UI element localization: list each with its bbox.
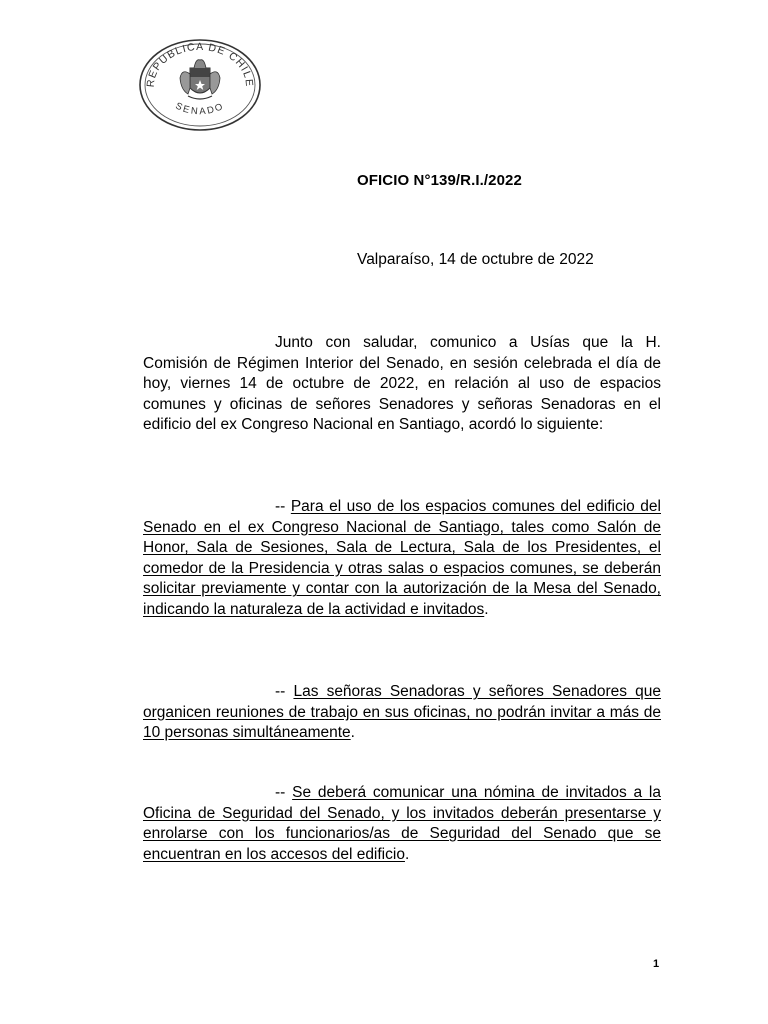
svg-text:REPUBLICA DE CHILE: REPUBLICA DE CHILE <box>144 40 256 88</box>
agreement-item-2: -- Las señoras Senadoras y señores Senadores que organicen reuniones de trabajo en sus oficinas, no podrán invitar a más de 10 personas simultáneamente. <box>143 683 661 742</box>
page-number: 1 <box>653 958 660 970</box>
coat-of-arms-icon <box>180 60 220 99</box>
agreement-item-3: -- Se deberá comunicar una nómina de invitados a la Oficina de Seguridad del Senado, y los invitados deberán presentarse y enrolarse con los funcionarios/as de Seguridad del Senado que se encuentran en los accesos del edificio. <box>143 784 661 863</box>
intro-paragraph: Junto con saludar, comunico a Usías que la H. Comisión de Régimen Interior del Senado, en sesión celebrada el día de hoy, viernes 14 de octubre de 2022, en relación al uso de espacios comunes y oficinas de señores Senadores y señoras Senadoras en el edificio del ex Congreso Nacional en Santiago, acordó lo siguiente: <box>143 334 661 434</box>
place-and-date: Valparaíso, 14 de octubre de 2022 <box>357 251 594 268</box>
agreement-item-1: -- Para el uso de los espacios comunes del edificio del Senado en el ex Congreso Nacional de Santiago, tales como Salón de Honor, Sala de Sesiones, Sala de Lectura, Sala de los Presidentes, el comedor de la Presidencia y otras salas o espacios comunes, se deberán solicitar previamente y contar con la autorización de la Mesa del Senado, indicando la naturaleza de la actividad e invitados. <box>143 498 661 618</box>
document-title: OFICIO N°139/R.I./2022 <box>357 172 522 189</box>
senate-seal-logo <box>138 38 262 132</box>
svg-text:SENADO: SENADO <box>173 100 227 118</box>
